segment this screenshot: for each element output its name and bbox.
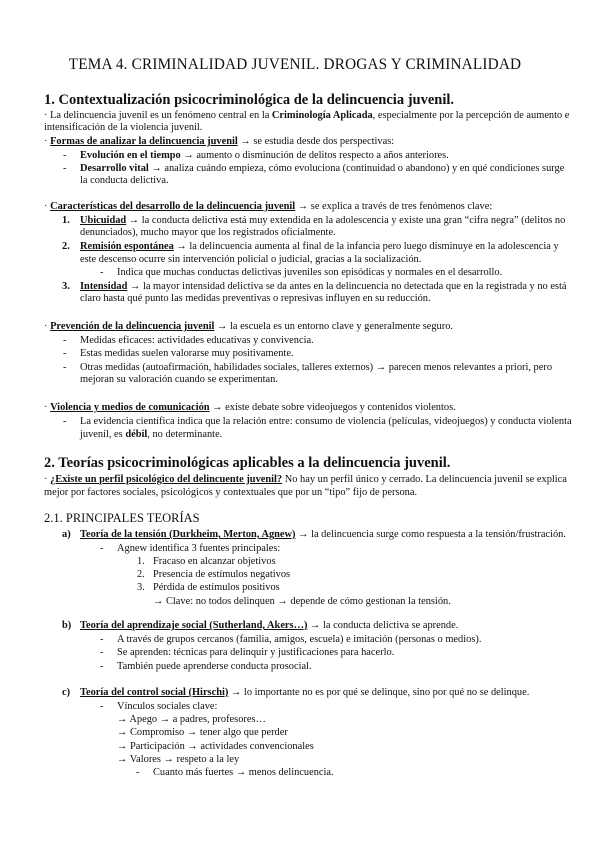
caracteristicas-bold: Características del desarrollo de la delincuencia juvenil [50, 201, 296, 212]
desarrollo-text: → analiza cuándo empieza, cómo evoluciona (continuidad o abandono) y en qué condiciones surge [148, 163, 565, 174]
document-title: TEMA 4. CRIMINALIDAD JUVENIL. DROGAS Y CRIMINALIDAD [68, 56, 522, 73]
dash-marker: - [100, 267, 104, 278]
violencia-text-c: , no determinante. [147, 429, 223, 440]
prevencion-item-3: Otras medidas (autoafirmación, habilidades sociales, talleres externos) → parecen menos relevantes a priori, pero [80, 362, 553, 373]
bullet-dot: · [44, 321, 51, 332]
intro-bold: Criminología Aplicada [271, 110, 373, 121]
section-2-heading: 2. Teorías psicocriminológicas aplicables a la delincuencia juvenil. [44, 455, 451, 471]
aprendizaje-item-2: Se aprenden: técnicas para delinquir y justificaciones para hacerlo. [117, 647, 395, 658]
control-item-2: → Compromiso → tener algo que perder [117, 727, 288, 738]
dash-marker: - [63, 416, 67, 427]
teoria-control-text: → lo importante no es por qué se delinque, sino por qué no se delinque. [228, 687, 530, 698]
desarrollo-line-2: la conducta delictiva. [80, 175, 169, 186]
number-marker: 2. [137, 569, 145, 580]
control-vinculos: Vínculos sociales clave: [117, 701, 218, 712]
caracteristicas-text: → se explica a través de tres fenómenos clave: [295, 201, 493, 212]
formas-bold: Formas de analizar la delincuencia juvenil [50, 136, 238, 147]
formas-line [44, 136, 394, 148]
bullet-dot: · [44, 474, 51, 485]
letter-marker: b) [62, 620, 72, 631]
prevencion-item-3-cont: mejoran su valoración cuando se experimentan. [80, 374, 278, 385]
section-1-heading: 1. Contextualización psicocriminológica de la delincuencia juvenil. [44, 92, 455, 108]
dash-marker: - [136, 767, 140, 778]
agnew-item-1: Fracaso en alcanzar objetivos [153, 556, 276, 567]
prevencion-bold: Prevención de la delincuencia juvenil [50, 321, 215, 332]
prevencion-item-1: Medidas eficaces: actividades educativas y convivencia. [80, 335, 314, 346]
violencia-item-1-cont [80, 429, 222, 441]
perfil-bold: ¿Existe un perfil psicológico del delincuente juvenil? [50, 474, 283, 485]
caracteristicas-line [44, 201, 492, 213]
remision-bold: Remisión espontánea [80, 241, 174, 252]
teoria-tension-bold: Teoría de la tensión (Durkheim, Merton, Agnew) [80, 529, 296, 540]
ubicuidad-text: → la conducta delictiva está muy extendida en la adolescencia y existe una gran “cifra negra” (delitos no [126, 215, 566, 226]
number-marker: 3. [62, 281, 70, 292]
intro-text: · La delincuencia juvenil es un fenómeno central en la [44, 110, 272, 121]
dash-marker: - [63, 163, 67, 174]
desarrollo-line [80, 163, 564, 175]
evolucion-bold: Evolución en el tiempo [80, 150, 181, 161]
violencia-text-a: juvenil, es [80, 429, 126, 440]
subsection-heading: 2.1. PRINCIPALES TEORÍAS [44, 511, 200, 525]
ubicuidad-line-2: denunciados), mucho mayor que los registrados oficialmente. [80, 227, 336, 238]
ubicuidad-bold: Ubicuidad [80, 215, 127, 226]
teoria-aprendizaje-text: → la conducta delictiva se aprende. [307, 620, 459, 631]
dash-marker: - [100, 701, 104, 712]
teoria-tension-line [80, 529, 566, 541]
desarrollo-bold: Desarrollo vital [80, 163, 149, 174]
remision-line-2: este descenso ocurre sin intervención policial o judicial, gracias a la socialización. [80, 254, 422, 265]
intensidad-line-2: claro hasta qué punto las medidas preventivas o represivas influyen en su reducción. [80, 293, 431, 304]
formas-text: → se estudia desde dos perspectivas: [237, 136, 395, 147]
control-item-4: → Valores → respeto a la ley [117, 754, 240, 765]
dash-marker: - [100, 543, 104, 554]
violencia-item-1: La evidencia científica indica que la relación entre: consumo de violencia (películas, videojuegos) y conducta violenta [80, 416, 572, 427]
intro-line-2: intensificación de la violencia juvenil. [44, 122, 203, 133]
teoria-aprendizaje-bold: Teoría del aprendizaje social (Sutherland, Akers…) [80, 620, 308, 631]
teoria-control-line [80, 687, 529, 699]
violencia-text: → existe debate sobre videojuegos y contenidos violentos. [209, 402, 456, 413]
ubicuidad-line [80, 215, 565, 227]
dash-marker: - [63, 348, 67, 359]
prevencion-item-2: Estas medidas suelen valorarse muy positivamente. [80, 348, 294, 359]
prevencion-text: → la escuela es un entorno clave y generalmente seguro. [214, 321, 453, 332]
number-marker: 2. [62, 241, 70, 252]
dash-marker: - [63, 335, 67, 346]
perfil-line [44, 474, 567, 486]
intro-text-cont: , especialmente por la percepción de aumento e [372, 110, 570, 121]
teoria-tension-text: → la delincuencia surge como respuesta a la tensión/frustración. [295, 529, 566, 540]
perfil-line-2: mejor por factores sociales, psicológicos y contextuales que por un “tipo” fijo de persona. [44, 487, 418, 498]
agnew-line: Agnew identifica 3 fuentes principales: [117, 543, 281, 554]
aprendizaje-item-1: A través de grupos cercanos (familia, amigos, escuela) e imitación (personas o medios). [117, 634, 482, 645]
agnew-item-3: Pérdida de estímulos positivos [153, 582, 280, 593]
evolucion-line [80, 150, 449, 162]
bullet-dot: · [44, 402, 51, 413]
control-item-3: → Participación → actividades convencionales [117, 741, 314, 752]
dash-marker: - [63, 362, 67, 373]
intensidad-line [80, 281, 566, 293]
letter-marker: a) [62, 529, 71, 540]
aprendizaje-item-3: También puede aprenderse conducta prosocial. [117, 661, 312, 672]
intro-line-1 [44, 110, 569, 122]
teoria-control-bold: Teoría del control social (Hirschi) [80, 687, 229, 698]
agnew-item-2: Presencia de estímulos negativos [153, 569, 291, 580]
dash-marker: - [100, 661, 104, 672]
evolucion-text: → aumento o disminución de delitos respecto a años anteriores. [180, 150, 449, 161]
dash-marker: - [100, 647, 104, 658]
violencia-debil: débil [125, 429, 148, 440]
violencia-bold: Violencia y medios de comunicación [50, 402, 210, 413]
letter-marker: c) [62, 687, 71, 698]
intensidad-text: → la mayor intensidad delictiva se da antes en la delincuencia no detectada que en la registrada y no está [127, 281, 567, 292]
dash-marker: - [100, 634, 104, 645]
perfil-text: No hay un perfil único y cerrado. La delincuencia juvenil se explica [282, 474, 567, 485]
dash-marker: - [63, 150, 67, 161]
remision-text: → la delincuencia aumenta al final de la infancia pero luego disminuye en la adolescencia y [173, 241, 559, 252]
bullet-dot: · [44, 201, 51, 212]
number-marker: 1. [62, 215, 70, 226]
control-item-1: → Apego → a padres, profesores… [117, 714, 266, 725]
control-sub: Cuanto más fuertes → menos delincuencia. [153, 767, 334, 778]
number-marker: 3. [137, 582, 145, 593]
intensidad-bold: Intensidad [80, 281, 128, 292]
bullet-dot: · [44, 136, 51, 147]
prevencion-line [44, 321, 453, 333]
teoria-aprendizaje-line [80, 620, 458, 632]
remision-line [80, 241, 559, 253]
violencia-line [44, 402, 456, 414]
remision-sub: Indica que muchas conductas delictivas juveniles son episódicas y normales en el desarrollo. [117, 267, 503, 278]
number-marker: 1. [137, 556, 145, 567]
agnew-note: → Clave: no todos delinquen → depende de cómo gestionan la tensión. [153, 596, 451, 607]
